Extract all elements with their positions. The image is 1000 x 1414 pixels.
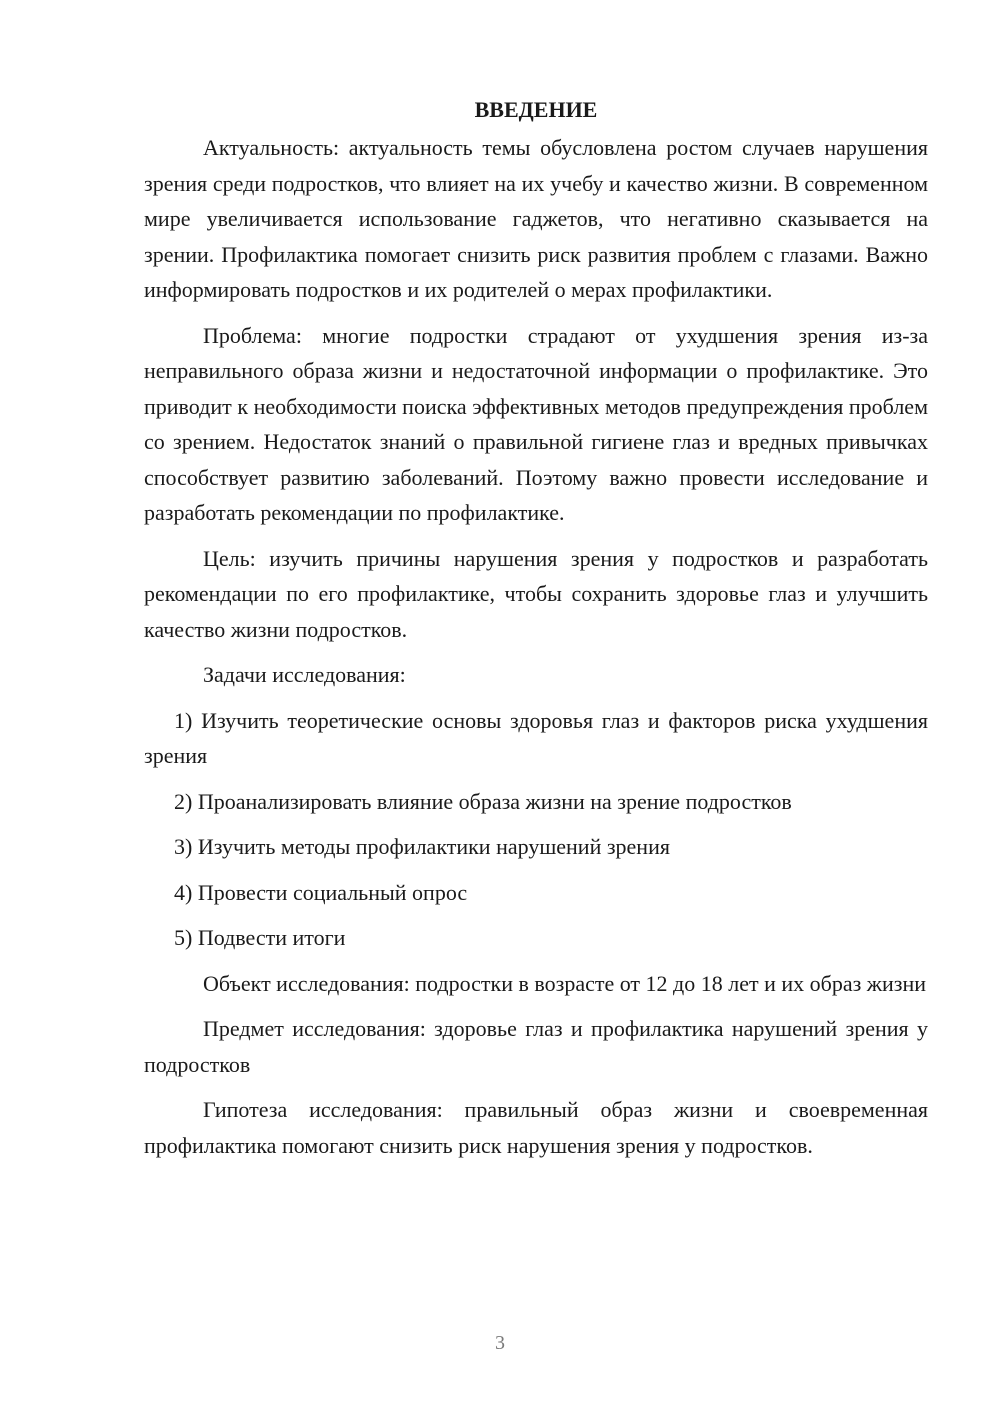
paragraph-problem: Проблема: многие подростки страдают от ухудшения зрения из-за неправильного образа жизни и недостаточной информации о профилактике. Это приводит к необходимости поиска эффективных методов предупреждения проблем со зрением. Недостаток знаний о правильной гигиене глаз и вредных привычках способствует развитию заболеваний. Поэтому важно провести исследование и разработать рекомендации по профилактике.	[144, 322, 928, 525]
paragraph-relevance: Актуальность: актуальность темы обусловлена ростом случаев нарушения зрения среди подростков, что влияет на их учебу и качество жизни. В современном мире увеличивается использование гаджетов, что негативно сказывается на зрении. Профилактика помогает снизить риск развития проблем с глазами. Важно информировать подростков и их родителей о мерах профилактики.	[144, 135, 928, 302]
document-page	[144, 92, 928, 1173]
task-item: 3) Изучить методы профилактики нарушений зрения	[174, 834, 670, 859]
section-title: ВВЕДЕНИЕ	[474, 97, 598, 122]
tasks-heading: Задачи исследования:	[203, 662, 406, 687]
tasks-list	[144, 703, 928, 956]
page-number: 3	[495, 1332, 505, 1354]
paragraph-object: Объект исследования: подростки в возрасте от 12 до 18 лет и их образ жизни	[203, 970, 927, 996]
task-item: 2) Проанализировать влияние образа жизни на зрение подростков	[174, 788, 792, 814]
task-item: 1) Изучить теоретические основы здоровья глаз и факторов риска ухудшения зрения	[144, 707, 928, 768]
task-item: 4) Провести социальный опрос	[174, 879, 468, 905]
paragraph-subject: Предмет исследования: здоровье глаз и профилактика нарушений зрения у подростков	[144, 1016, 928, 1077]
paragraph-goal: Цель: изучить причины нарушения зрения у подростков и разработать рекомендации по его профилактике, чтобы сохранить здоровье глаз и улучшить качество жизни подростков.	[144, 545, 928, 642]
paragraph-hypothesis: Гипотеза исследования: правильный образ жизни и своевременная профилактика помогают снизить риск нарушения зрения у подростков.	[144, 1097, 928, 1158]
task-item: 5) Подвести итоги	[174, 925, 346, 950]
